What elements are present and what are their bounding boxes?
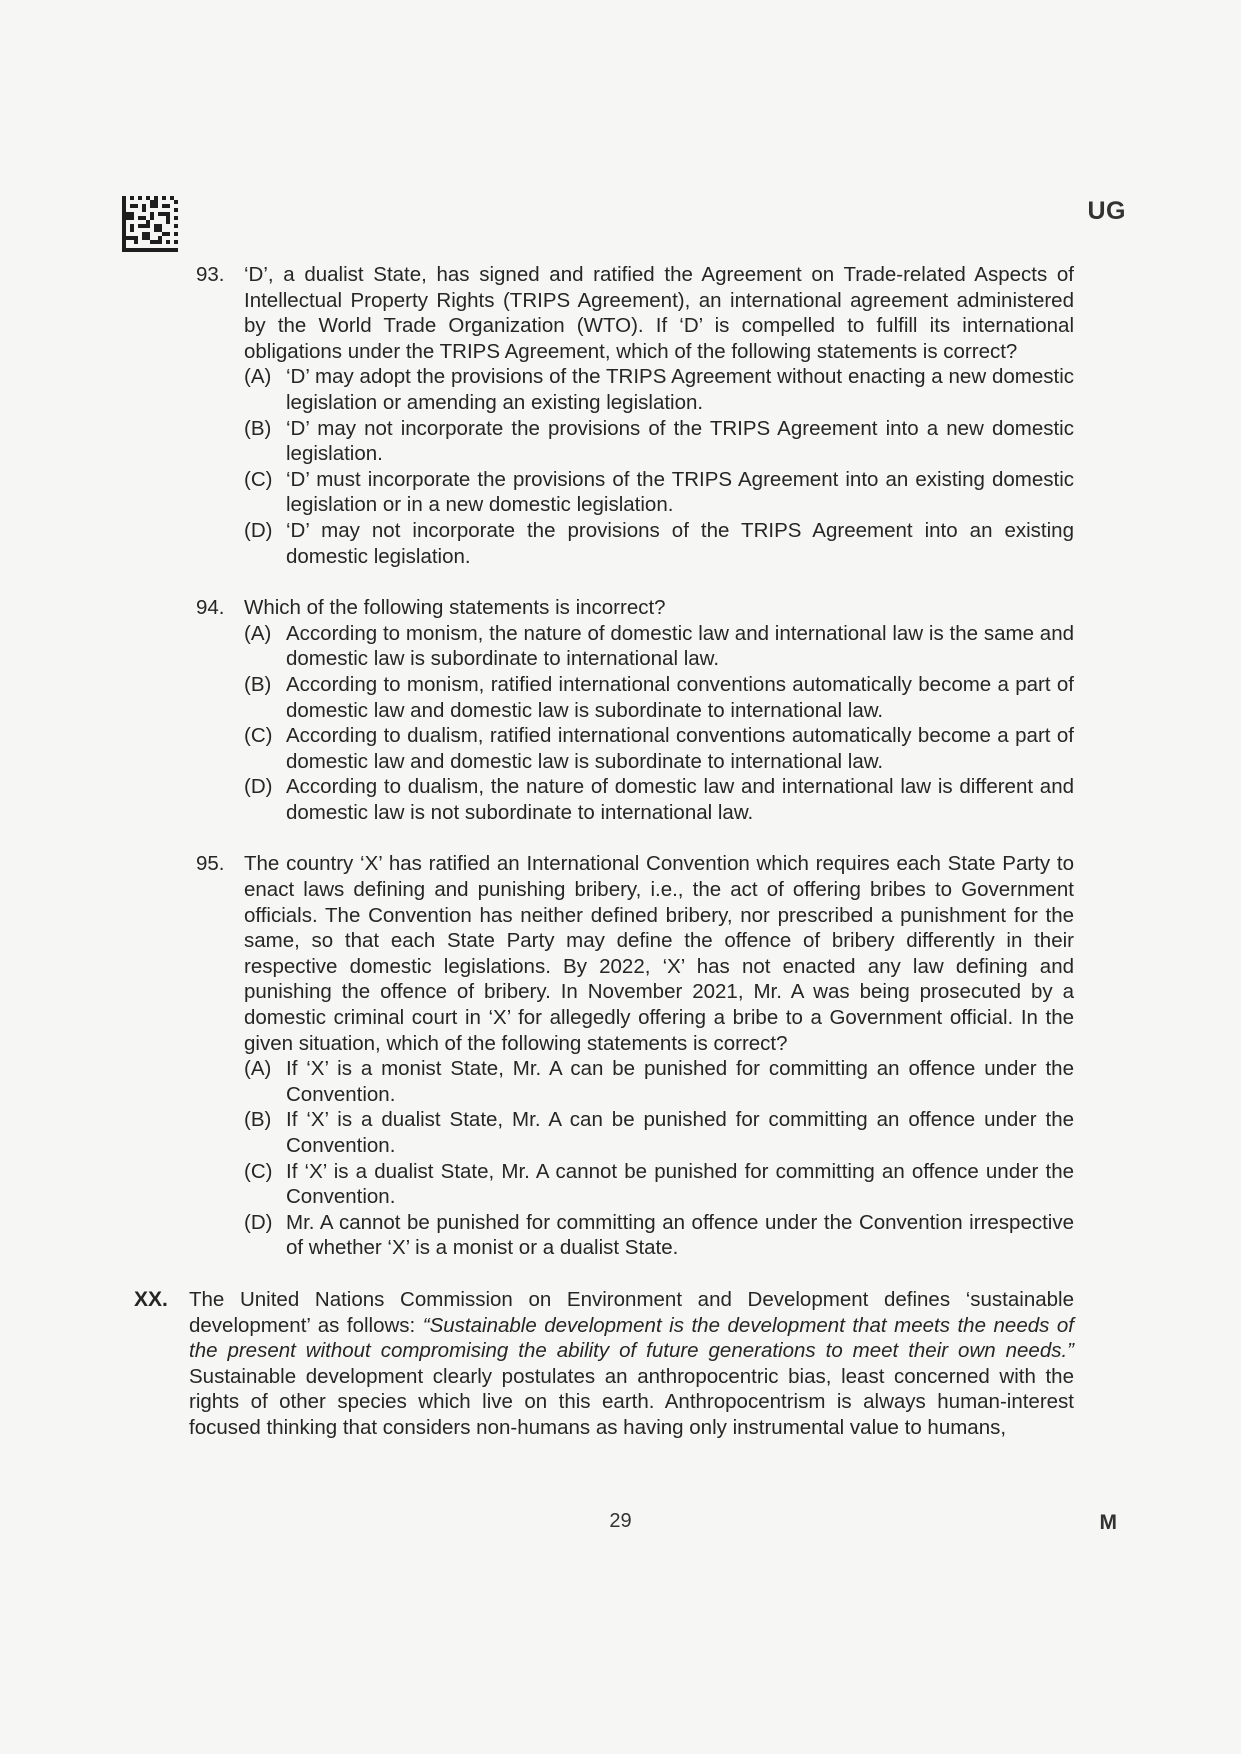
option-letter: (A) — [244, 1057, 272, 1081]
option-a — [244, 621, 1074, 672]
option-c — [244, 1159, 1074, 1210]
option-text: If ‘X’ is a monist State, Mr. A can be punished for committing an offence under the Convention. — [286, 1057, 1074, 1106]
option-d — [244, 518, 1074, 569]
option-text: Mr. A cannot be punished for committing an offence under the Convention irrespective of whether ‘X’ is a monist or a dualist State. — [286, 1210, 1074, 1260]
question-number: 94. — [196, 596, 225, 620]
question-number: 95. — [196, 852, 225, 876]
option-d — [244, 1210, 1074, 1261]
option-text: If ‘X’ is a dualist State, Mr. A cannot be punished for committing an offence under the Convention. — [286, 1159, 1074, 1209]
option-a — [244, 364, 1074, 415]
option-letter: (B) — [244, 416, 272, 440]
option-text: According to dualism, ratified international conventions automatically become a part of domestic law and domestic law is subordinate to international law. — [286, 724, 1074, 773]
question-text: ‘D’, a dualist State, has signed and ratified the Agreement on Trade-related Aspects of Intellectual Property Rights (TRIPS Agreement), an international agreement administered by the World Trade Organization (WTO). If ‘D’ is compelled to fulfill its international obligations under the TRIPS Agreement, which of the following statements is correct? — [244, 263, 1074, 363]
option-text: ‘D’ must incorporate the provisions of the TRIPS Agreement into an existing domestic legislation or in a new domestic legislation. — [286, 467, 1074, 517]
question-94 — [196, 595, 1074, 825]
paper-code-m: M — [1099, 1511, 1117, 1534]
page-number: 29 — [609, 1510, 632, 1532]
options-list — [244, 1056, 1074, 1261]
option-text: According to monism, the nature of domestic law and international law is the same and domestic law is subordinate to international law. — [286, 621, 1074, 671]
option-letter: (D) — [244, 775, 273, 799]
question-content — [0, 262, 1241, 1441]
question-text: Which of the following statements is incorrect? — [244, 596, 666, 620]
option-text: According to dualism, the nature of domestic law and international law is different and domestic law is not subordinate to international law. — [286, 775, 1074, 824]
option-letter: (D) — [244, 1210, 273, 1234]
option-d — [244, 774, 1074, 825]
option-letter: (C) — [244, 467, 273, 491]
paper-code-ug: UG — [1087, 197, 1126, 225]
question-93 — [196, 262, 1074, 569]
option-text: ‘D’ may not incorporate the provisions of the TRIPS Agreement into an existing domestic legislation. — [286, 518, 1074, 568]
question-text: The country ‘X’ has ratified an International Convention which requires each State Party to enact laws defining and punishing bribery, i.e., the act of offering bribes to Government officials. The Convention has neither defined bribery, nor prescribed a punishment for the same, so that each State Party may define the offence of bribery differently in their respective domestic legislations. By 2022, ‘X’ has not enacted any law defining and punishing the offence of bribery. In November 2021, Mr. A was being prosecuted by a domestic criminal court in ‘X’ for allegedly offering a bribe to a Government official. In the given situation, which of the following statements is correct? — [244, 852, 1074, 1055]
passage-intro: The United Nations Commission on Environment and Development defines ‘sustainable development’ as follows: — [189, 1287, 1074, 1337]
option-letter: (C) — [244, 1159, 273, 1183]
option-letter: (B) — [244, 672, 272, 696]
option-b — [244, 672, 1074, 723]
option-a — [244, 1056, 1074, 1107]
option-letter: (C) — [244, 724, 273, 748]
option-b — [244, 416, 1074, 467]
option-text: According to monism, ratified international conventions automatically become a part of domestic law and domestic law is subordinate to international law. — [286, 672, 1074, 722]
passage-label: XX. — [134, 1287, 168, 1311]
option-b — [244, 1107, 1074, 1158]
option-letter: (A) — [244, 365, 272, 389]
option-text: ‘D’ may adopt the provisions of the TRIPS Agreement without enacting a new domestic legislation or amending an existing legislation. — [286, 365, 1074, 414]
passage-text — [189, 1287, 1074, 1441]
option-letter: (D) — [244, 518, 273, 542]
qr-code-icon — [122, 196, 178, 252]
option-letter: (B) — [244, 1108, 272, 1132]
question-95 — [196, 851, 1074, 1261]
option-letter: (A) — [244, 621, 272, 645]
option-text: ‘D’ may not incorporate the provisions of the TRIPS Agreement into a new domestic legislation. — [286, 416, 1074, 466]
passage-quote: “Sustainable development is the development that meets the needs of the present without compromising the ability of future generations to meet their own needs.” — [189, 1313, 1074, 1363]
passage-body: Sustainable development clearly postulates an anthropocentric bias, least concerned with the rights of other species which live on this earth. Anthropocentrism is always human-interest focused thinking that considers non-humans as having only instrumental value to humans, — [189, 1364, 1074, 1439]
option-text: If ‘X’ is a dualist State, Mr. A can be punished for committing an offence under the Convention. — [286, 1108, 1074, 1157]
passage-xx — [134, 1287, 1074, 1441]
options-list — [244, 621, 1074, 826]
option-c — [244, 723, 1074, 774]
options-list — [244, 364, 1074, 569]
option-c — [244, 467, 1074, 518]
question-number: 93. — [196, 263, 225, 286]
